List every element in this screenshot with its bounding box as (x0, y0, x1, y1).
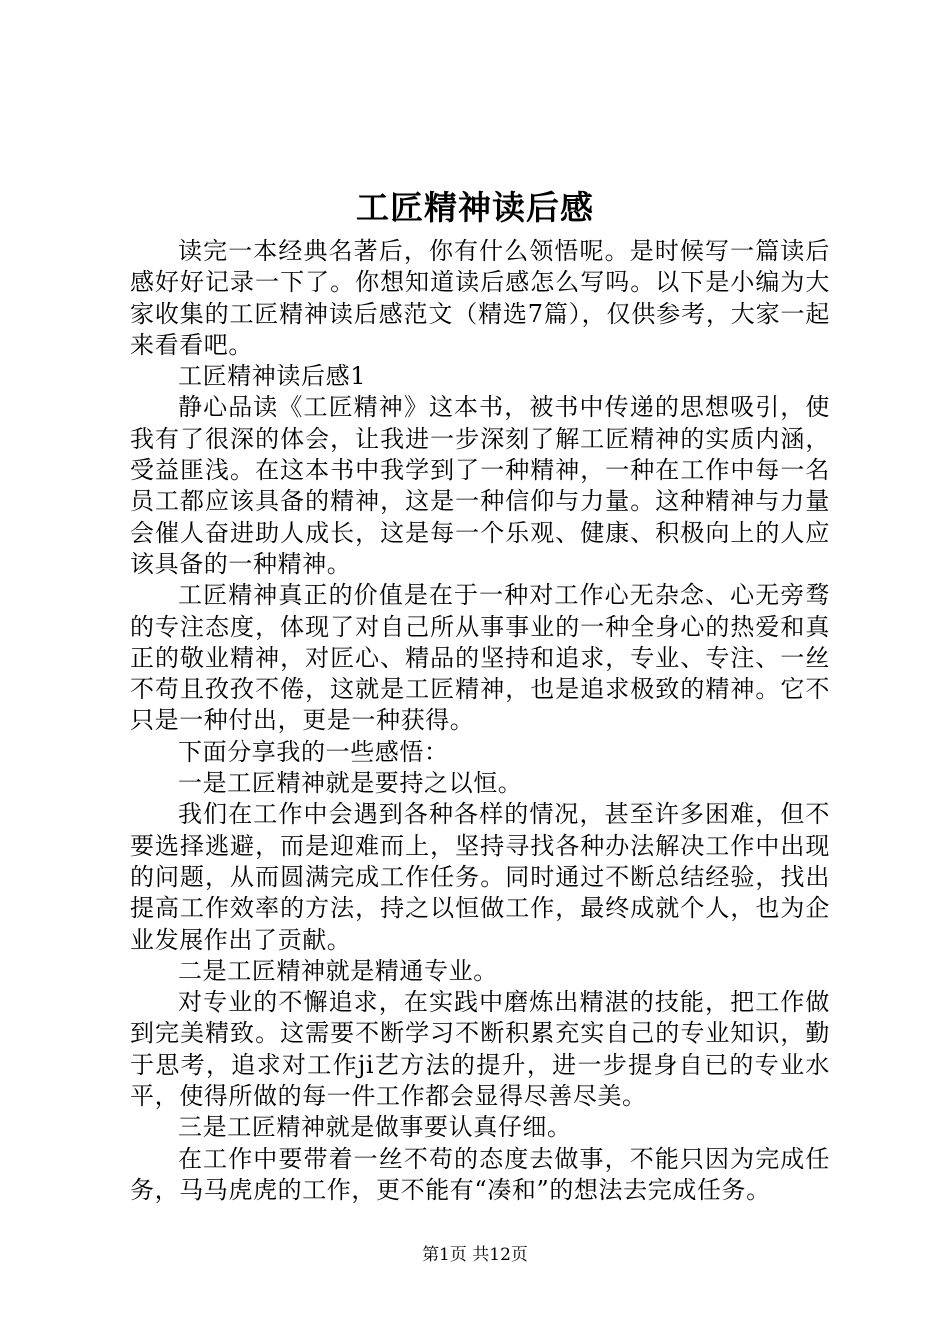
paragraph: 工匠精神真正的价值是在于一种对工作心无杂念、心无旁骛的专注态度，体现了对自己所从事事业的一种全身心的热爱和真正的敬业精神，对匠心、精品的坚持和追求，专业、专注、一丝不苟且孜孜不倦，这就是工匠精神，也是追求极致的精神。它不只是一种付出，更是一种获得。 (130, 581, 830, 735)
paragraph-intro: 读完一本经典名著后，你有什么领悟呢。是时候写一篇读后感好好记录一下了。你想知道读后感怎么写吗。以下是小编为大家收集的工匠精神读后感范文（精选7篇），仅供参考，大家一起来看看吧。 (130, 237, 830, 359)
document-body (130, 236, 830, 1206)
point-heading: 三是工匠精神就是做事要认真仔细。 (178, 1113, 572, 1142)
paragraph: 在工作中要带着一丝不苟的态度去做事，不能只因为完成任务，马马虎虎的工作，更不能有“凑和”的想法去完成任务。 (130, 1144, 830, 1204)
section-heading-1: 工匠精神读后感1 (178, 362, 367, 391)
paragraph: 静心品读《工匠精神》这本书，被书中传递的思想吸引，使我有了很深的体会，让我进一步深刻了解工匠精神的实质内涵，受益匪浅。在这本书中我学到了一种精神，一种在工作中每一名员工都应该具备的精神，这是一种信仰与力量。这种精神与力量会催人奋进助人成长，这是每一个乐观、健康、积极向上的人应该具备的一种精神。 (130, 393, 830, 578)
paragraph: 下面分享我的一些感悟： (178, 737, 449, 766)
point-heading: 一是工匠精神就是要持之以恒。 (178, 769, 523, 798)
page-footer: 第1页 共12页 (422, 1245, 528, 1265)
paragraph: 对专业的不懈追求，在实践中磨炼出精湛的技能，把工作做到完美精致。这需要不断学习不断积累充实自己的专业知识，勤于思考，追求对工作ji艺方法的提升，进一步提身自已的专业水平，使得所做的每一件工作都会显得尽善尽美。 (130, 988, 830, 1111)
paragraph: 我们在工作中会遇到各种各样的情况，甚至许多困难，但不要选择逃避，而是迎难而上，坚持寻找各种办法解决工作中出现的问题，从而圆满完成工作任务。同时通过不断总结经验，找出提高工作效率的方法，持之以恒做工作，最终成就个人，也为企业发展作出了贡献。 (130, 800, 830, 954)
point-heading: 二是工匠精神就是精通专业。 (178, 956, 498, 985)
document-title: 工匠精神读后感 (356, 188, 594, 227)
